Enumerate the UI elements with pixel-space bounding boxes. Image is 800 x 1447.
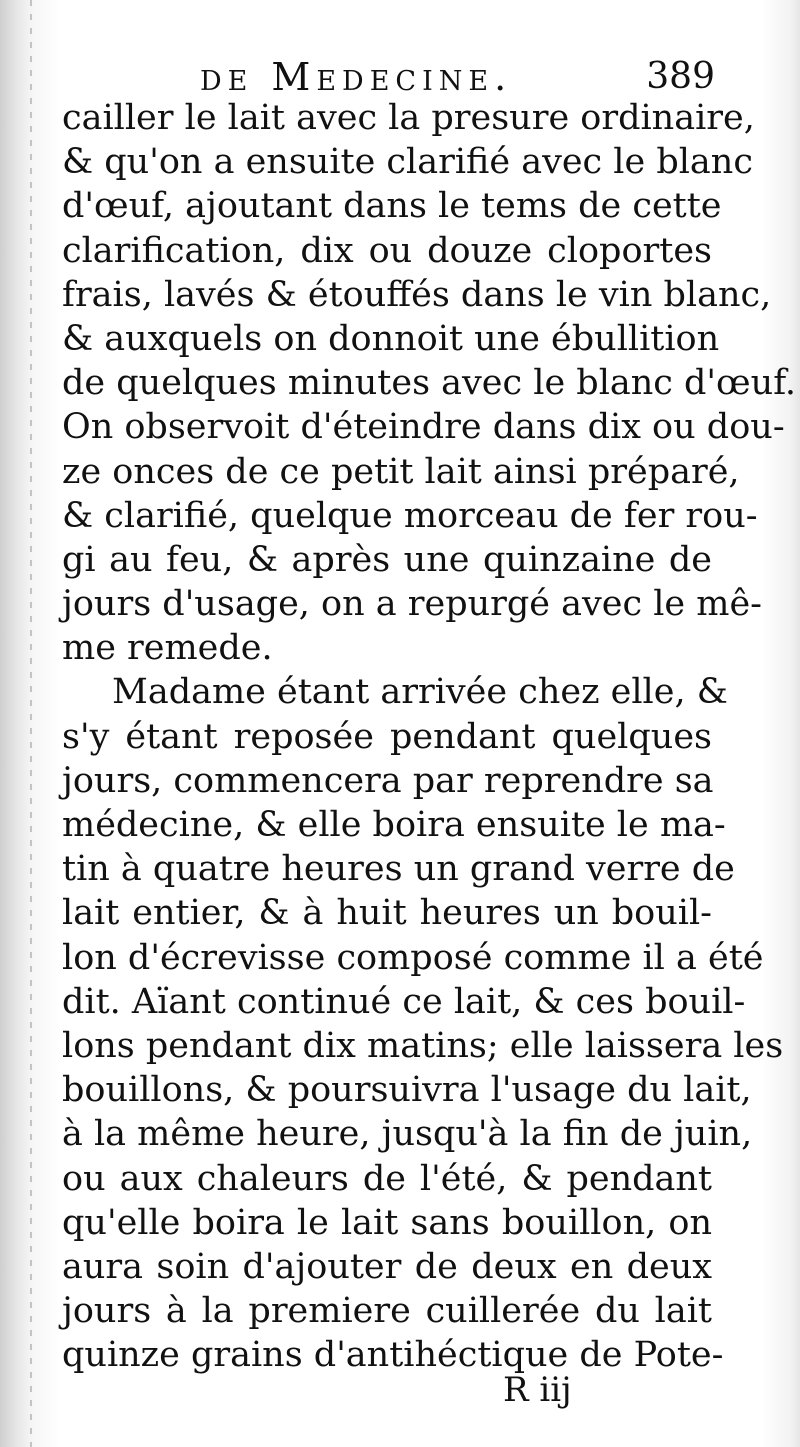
text-line: jours, commencera par reprendre sa	[62, 760, 714, 801]
text-line: médecine, & elle boira ensuite le ma-	[62, 805, 726, 845]
page-number: 389	[646, 56, 715, 97]
text-line: Madame étant arrivée chez elle, &	[112, 672, 728, 713]
text-line: ze onces de ce petit lait ainsi préparé,	[62, 451, 740, 492]
text-line: ou aux chaleurs de l'été, & pendant	[62, 1158, 712, 1199]
text-line: bouillons, & poursuivra l'usage du lait,	[62, 1070, 752, 1111]
text-line: clarification, dix ou douze cloportes	[62, 230, 712, 271]
running-title: de Medecine.	[200, 55, 513, 99]
spine-shadow	[30, 0, 32, 1447]
text-line: dit. Aïant continué ce lait, & ces bouil-	[62, 981, 746, 1022]
text-line: On observoit d'éteindre dans dix ou dou-	[62, 407, 785, 448]
text-line: & clarifié, quelque morceau de fer rou-	[62, 495, 758, 536]
text-line: à la même heure, jusqu'à la fin de juin,	[62, 1114, 753, 1155]
text-line: s'y étant reposée pendant quelques	[62, 716, 712, 757]
text-line: lait entier, & à huit heures un bouil-	[62, 893, 712, 934]
text-line: d'œuf, ajoutant dans le tems de cette	[62, 186, 722, 227]
text-line: jours à la premiere cuillerée du lait	[62, 1291, 712, 1332]
body-text	[62, 96, 797, 1377]
text-line: & qu'on a ensuite clarifié avec le blanc	[62, 142, 753, 183]
text-line: cailler le lait avec la presure ordinaire,	[62, 98, 755, 138]
text-line: me remede.	[62, 628, 273, 669]
text-line: frais, lavés & étouffés dans le vin blanc,	[62, 274, 772, 315]
text-line: quinze grains d'antihéctique de Pote-	[62, 1335, 724, 1376]
text-line: gi au feu, & après une quinzaine de	[62, 539, 712, 580]
page-header	[60, 52, 715, 102]
text-line: & auxquels on donnoit une ébullition	[62, 318, 720, 359]
signature-mark: R iij	[503, 1370, 572, 1410]
text-line: jours d'usage, on a repurgé avec le mê-	[62, 584, 762, 625]
text-line: de quelques minutes avec le blanc d'œuf.	[62, 363, 797, 404]
text-line: tin à quatre heures un grand verre de	[62, 849, 735, 890]
text-line: aura soin d'ajouter de deux en deux	[62, 1246, 712, 1287]
text-line: lons pendant dix matins; elle laissera les	[62, 1025, 784, 1066]
text-line: lon d'écrevisse composé comme il a été	[62, 937, 764, 978]
text-line: qu'elle boira le lait sans bouillon, on	[62, 1202, 712, 1243]
